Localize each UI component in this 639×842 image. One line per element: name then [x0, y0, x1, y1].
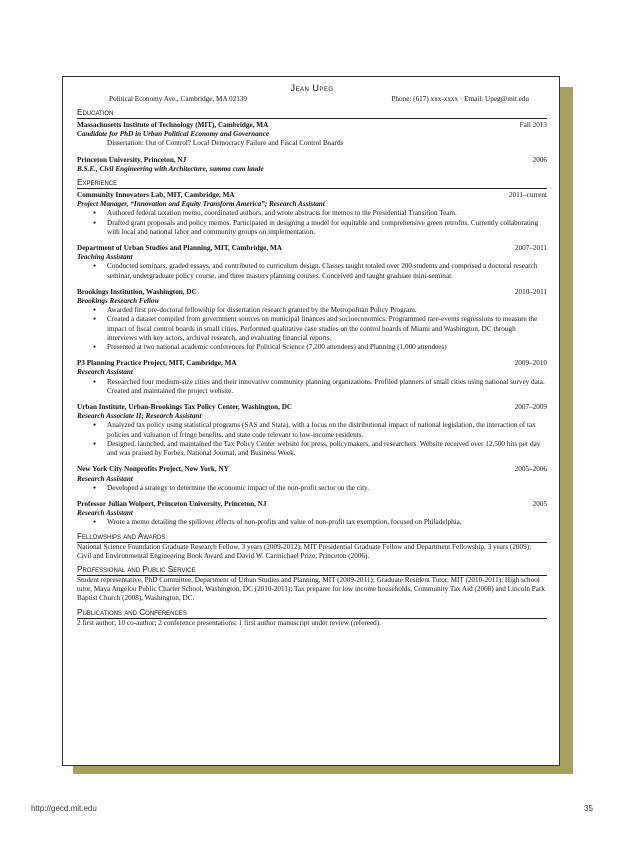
job-role: Teaching Assistant — [77, 253, 133, 262]
entry-date: 2005 — [532, 499, 547, 508]
resume-name: Jean Upeg — [290, 83, 334, 93]
bullet-item: ● Awarded first pre-doctoral fellowship for dissertation research granted by the Metropolitan Policy Program. — [107, 306, 547, 315]
org-name: P3 Planning Practice Project, MIT, Cambridge, MA — [77, 359, 237, 368]
entry-date: Fall 2013 — [519, 121, 547, 129]
fellowships-text: National Science Foundation Graduate Research Fellow, 3 years (2009-2012); MIT Presidential Graduate Fellow and Department Fellowship, 3 years (2009); Civil and Environmental Engineering Book Award and David W. Carmichael Prize, Princeton (2006). — [77, 542, 532, 560]
phone-email: Phone: (617) xxx-xxxx · Email: Upeg@mit.edu — [391, 95, 529, 103]
degree: Candidate for PhD in Urban Political Economy and Governance — [77, 130, 270, 139]
job-role: Research Assistant — [77, 368, 133, 377]
experience-entry — [77, 288, 547, 352]
dissertation: Dissertation: Out of Control? Local Democracy Failure and Fiscal Control Boards — [107, 139, 344, 148]
bullet-item: ● Presented at two national academic conferences for Political Science (7,200 attendees) and Planning (1,000 attendees) — [107, 343, 547, 352]
bullet-item: ● Drafted grant proposals and policy memos. Participated in designing a model for equitable and comprehensive green retrofits. Currently collaborating with local and national labor and community groups on implementation. — [107, 219, 547, 237]
entry-date: 2010–2011 — [514, 287, 547, 296]
bullet-item: ● Researched four medium-size cities and their innovative community planning organizations. Profiled planners of small cities using national survey data. Created and maintained the project website. — [107, 378, 547, 396]
page-number: 35 — [584, 804, 593, 813]
org-name: Professor Julian Wolpert, Princeton University, Princeton, NJ — [77, 499, 267, 508]
entry-date: 2007–2009 — [514, 403, 547, 412]
service-text: Student representative, PhD Committee, Department of Urban Studies and Planning, MIT (2009-2011); Graduate Resident Tutor, MIT (2010-2011); High school tutor, Maya Angelou Public Charter School, Washington, DC (2010-2011); Tax preparer for low income households, Community Tax Aid (2008) and Lincoln Park Baptist Church (2008), Washington, DC. — [77, 575, 545, 603]
entry-date: 2011–current — [508, 191, 547, 200]
experience-entry — [77, 191, 547, 237]
job-role: Research Assistant — [77, 509, 133, 518]
job-role: Brookings Research Fellow — [77, 297, 160, 306]
experience-entry — [77, 465, 547, 493]
service-heading: Professional and Public Service — [77, 565, 547, 576]
bullet-item: ● Created a dataset compiled from government sources on municipal finances and socioeconomics. Programmed rare-events regressions to measure the impact of fiscal control boards in small cities. Performed qualitative case studies on the control boards of Miami and Washington, DC through interviews with key actors, archival research, and evaluating financial reports. — [107, 315, 547, 343]
job-role: Research Assistant — [77, 474, 133, 483]
entry-date: 2006 — [532, 155, 547, 164]
entry-date: 2005–2006 — [514, 465, 547, 474]
experience-entry — [77, 500, 547, 528]
org-name: Brookings Institution, Washington, DC — [77, 287, 197, 296]
bullet-item: ● Developed a strategy to determine the economic impact of the non-profit sector on the city. — [107, 484, 547, 493]
publications-text: 2 first author; 10 co-author; 2 conference presentations; 1 first author manuscript under review (refereed). — [77, 618, 381, 627]
bullet-item: ● Analyzed tax policy using statistical programs (SAS and Stata), with a focus on the distributional impact of national legislation, the interaction of tax policies and valuation of fringe benefits, and state code relevant to low-income residents. — [107, 421, 547, 439]
job-role: Research Associate II; Research Assistant — [77, 412, 202, 421]
org-name: Department of Urban Studies and Planning, MIT, Cambridge, MA — [77, 244, 282, 253]
degree: B.S.E., Civil Engineering with Architecture, summa cum laude — [77, 164, 264, 173]
address: Political Economy Ave., Cambridge, MA 02139 — [109, 95, 248, 103]
experience-entry — [77, 244, 547, 281]
experience-entry — [77, 403, 547, 458]
bullet-item: ● Conducted seminars, graded essays, and contributed to curriculum design. Classes taught totaled over 200 students and comprised a doctoral research seminar, undergraduate policy course, and three masters planning courses. Conceived and taught graduate mini-seminar. — [107, 262, 547, 280]
org-name: Urban Institute, Urban-Brookings Tax Policy Center, Washington, DC — [77, 403, 293, 412]
entry-date: 2007–2011 — [514, 244, 547, 253]
education-heading: Education — [77, 108, 547, 119]
publications-heading: Publications and Conferences — [77, 608, 547, 619]
resume-content — [77, 83, 547, 628]
education-entry — [77, 121, 547, 149]
entry-date: 2009–2010 — [514, 359, 547, 368]
org-name: Massachusetts Institute of Technology (MIT), Cambridge, MA — [77, 121, 269, 129]
bullet-item: ● Designed, launched, and maintained the Tax Policy Center website for press, policymakers, and researchers. Website received over 12,500 hits per day and was praised by Forbes, National Journal, and Business Week. — [107, 440, 547, 458]
education-entry — [77, 156, 547, 174]
contact-line — [77, 94, 547, 104]
fellowships-heading: Fellowships and Awards — [77, 532, 547, 543]
org-name: Community Innovators Lab, MIT, Cambridge, MA — [77, 191, 235, 200]
resume-page — [62, 76, 560, 766]
footer-url: http://gecd.mit.edu — [31, 804, 97, 813]
experience-heading: Experience — [77, 178, 547, 189]
org-name: Princeton University, Princeton, NJ — [77, 155, 187, 164]
bullet-item: ● Wrote a memo detailing the spillover effects of non-profits and value of non-profit tax exemption, focused on Philadelphia. — [107, 518, 547, 527]
job-role: Project Manager, “Innovation and Equity Transform America”; Research Assistant — [77, 200, 325, 209]
bullet-item: ● Authored federal taxation memo, coordinated authors, and wrote abstracts for memos to the Presidential Transition Team. — [107, 209, 547, 218]
experience-entry — [77, 359, 547, 396]
org-name: New York City Nonprofits Project, New York, NY — [77, 465, 229, 474]
